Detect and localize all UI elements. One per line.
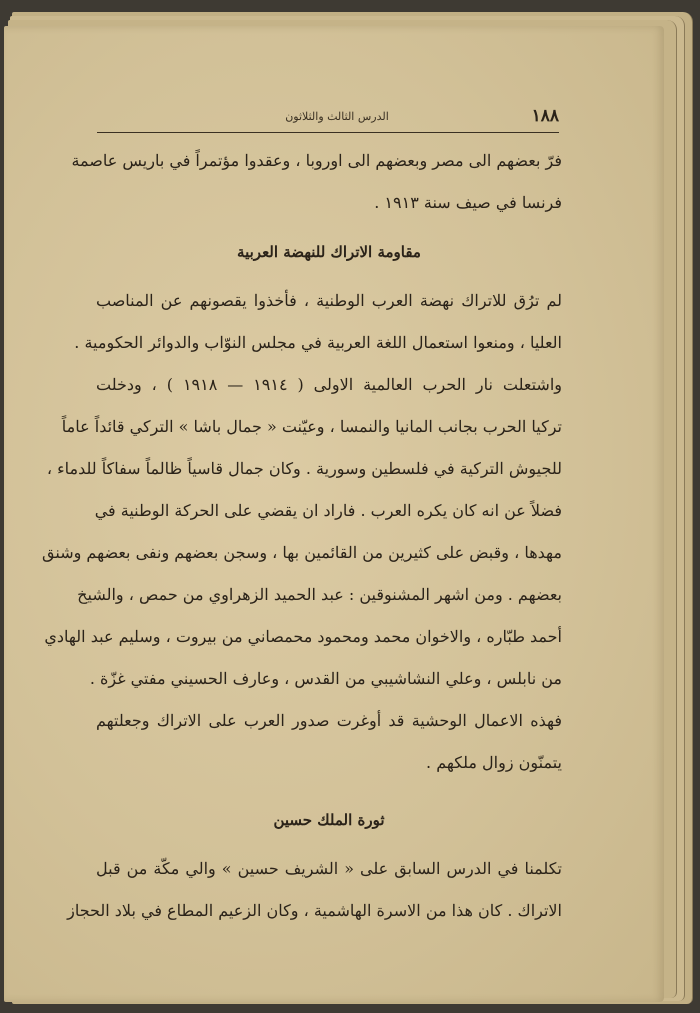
text-line: تركيا الحرب بجانب المانيا والنمسا ، وعيّنت « جمال باشا » التركي قائداً عاماً [61, 417, 562, 436]
text-line: مهدها ، وقبض على كثيرين من القائمين بها ، وسجن بعضهم ونفى بعضهم وشنق [42, 543, 562, 562]
text-line: فهذه الاعمال الوحشية قد أوغرت صدور العرب على الاتراك وجعلتهم [96, 711, 562, 730]
text-line: العليا ، ومنعوا استعمال اللغة العربية في مجلس النوّاب والدوائر الحكومية . [74, 333, 562, 352]
text-line: تكلمنا في الدرس السابق على « الشريف حسين » والي مكّة من قبل [96, 859, 562, 878]
page-number: ١٨٨ [531, 106, 559, 126]
text-line: فرّ بعضهم الى مصر وبعضهم الى اوروبا ، وعقدوا مؤتمراً في باريس عاصمة [71, 151, 562, 170]
page-body [42, 140, 563, 932]
text-line: فضلاً عن انه كان يكره العرب . فاراد ان يقضي على الحركة الوطنية في [94, 501, 562, 520]
text-line: بعضهم . ومن اشهر المشنوقين : عبد الحميد الزهراوي من حمص ، والشيخ [77, 585, 562, 604]
page-header [97, 106, 559, 133]
text-line: يتمنّون زوال ملكهم . [426, 753, 562, 772]
text-line: لم ترُق للاتراك نهضة العرب الوطنية ، فأخذوا يقصونهم عن المناصب [96, 291, 562, 310]
text-line: الاتراك . كان هذا من الاسرة الهاشمية ، وكان الزعيم المطاع في بلاد الحجاز [67, 901, 562, 920]
section-heading: ثورة الملك حسين [273, 811, 385, 829]
book-page [4, 26, 664, 1002]
running-title: الدرس الثالث والثلاثون [285, 110, 389, 123]
text-line: للجيوش التركية في فلسطين وسورية . وكان جمال قاسياً ظالماً سفاكاً للدماء ، [46, 459, 562, 478]
text-line: فرنسا في صيف سنة ١٩١٣ . [374, 193, 562, 212]
section-heading: مقاومة الاتراك للنهضة العربية [237, 243, 421, 261]
text-line: أحمد طبّاره ، والاخوان محمد ومحمود محمصاني من بيروت ، وسليم عبد الهادي [44, 627, 562, 646]
text-line: واشتعلت نار الحرب العالمية الاولى ( ١٩١٤ — ١٩١٨ ) ، ودخلت [96, 375, 563, 394]
text-line: من نابلس ، وعلي النشاشيبي من القدس ، وعارف الحسيني مفتي غزّة . [89, 669, 562, 688]
book-page-stack [4, 6, 694, 1006]
